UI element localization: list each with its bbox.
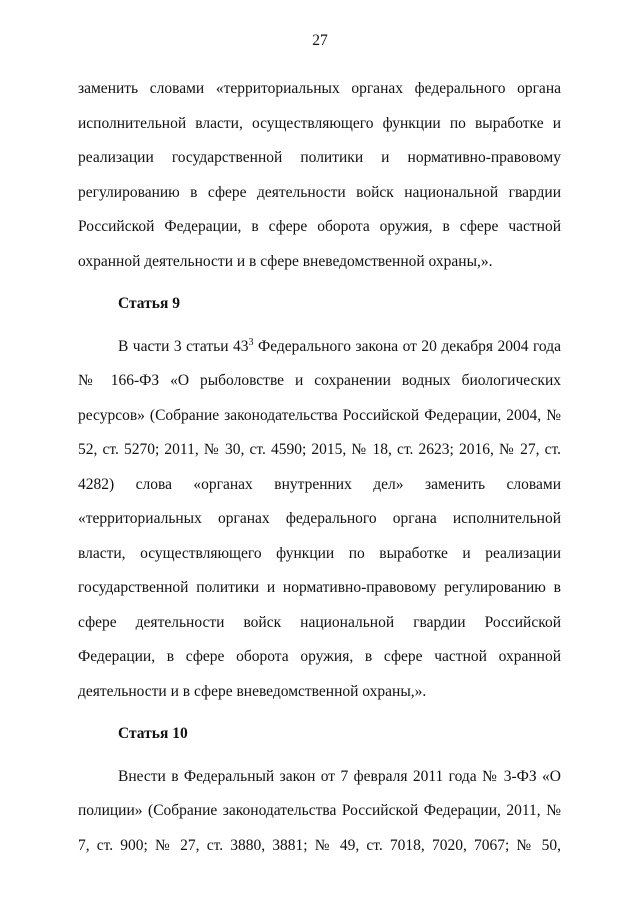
article-number-superscript: 3 — [248, 336, 254, 348]
article-9-text-start: В части 3 статьи 43 — [118, 337, 249, 355]
article-9-text — [78, 330, 561, 710]
article-9-heading: Статья 9 — [118, 295, 180, 312]
article-10-text: Внести в Федеральный закон от 7 февраля 2011 года № 3-ФЗ «О полиции» (Собрание законодательства Российской Федерации, 2011, № 7, ст. 900; № 27, ст. 3880, 3881; № 49, ст. 7018, 7020, 7067; № 50, — [78, 767, 561, 854]
article-9-text-rest: Федерального закона от 20 декабря 2004 года № 166-ФЗ «О рыболовстве и сохранении водных биологических ресурсов» (Собрание законодательства Российской Федерации, 2004, № 52, ст. 5270; 2011, № 30, ст. 4590; 2015, № 18, ст. 2623; 2016, № 27, ст. 4282) слова «органах внутренних дел» заменить словами «территориальных органах федерального органа исполнительной власти, осуществляющего функции по выработке и реализации государственной политики и нормативно-правовому регулированию в сфере деятельности войск национальной гвардии Российской Федерации, в сфере оборота оружия, в сфере частной охранной деятельности и в сфере вневедомственной охраны,». — [78, 337, 561, 700]
paragraph-continuation: заменить словами «территориальных органах федерального органа исполнительной власти, осуществляющего функции по выработке и реализации государственной политики и нормативно-правовому регулированию в сфере деятельности войск национальной гвардии Российской Федерации, в сфере оборота оружия, в сфере частной охранной деятельности и в сфере вневедомственной охраны,». — [78, 80, 561, 270]
document-body — [78, 72, 561, 863]
page-number: 27 — [312, 32, 328, 49]
article-10-heading: Статья 10 — [118, 725, 188, 742]
